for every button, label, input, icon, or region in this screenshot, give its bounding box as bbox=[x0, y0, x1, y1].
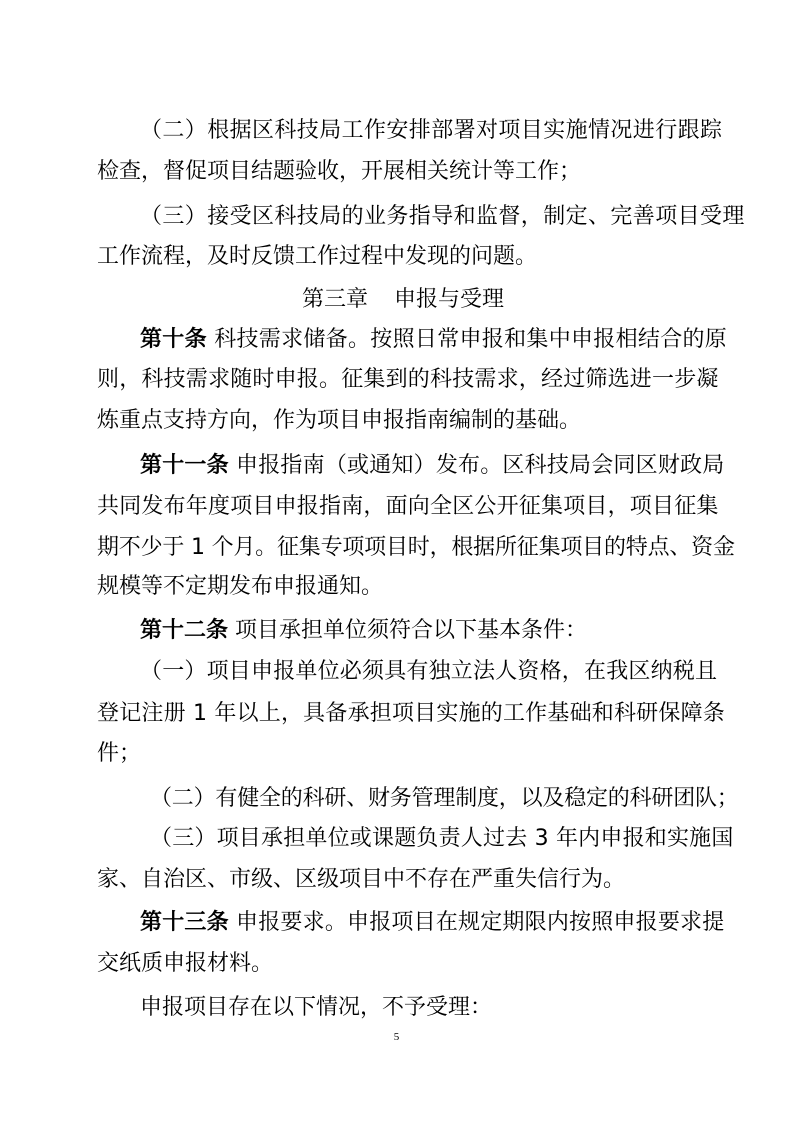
article-text: 申报要求。申报项目在规定期限内按照申报要求提 bbox=[236, 910, 725, 935]
article-label: 第十条 bbox=[140, 327, 207, 352]
article-text: 科技需求储备。按照日常申报和集中申报相结合的原 bbox=[214, 327, 728, 352]
paragraph-line: 期不少于 1 个月。征集专项项目时，根据所征集项目的特点、资金 bbox=[97, 535, 735, 560]
paragraph-line: 工作流程，及时反馈工作过程中发现的问题。 bbox=[97, 244, 538, 269]
paragraph-line: （二）根据区科技局工作安排部署对项目实施情况进行跟踪 bbox=[140, 118, 723, 143]
paragraph-line: （三）项目承担单位或课题负责人过去 3 年内申报和实施国 bbox=[150, 826, 734, 851]
article-12-line bbox=[140, 617, 587, 645]
article-label: 第十三条 bbox=[140, 910, 229, 935]
article-text: 申报指南（或通知）发布。区科技局会同区财政局 bbox=[236, 453, 725, 478]
paragraph-line: 申报项目存在以下情况，不予受理： bbox=[140, 995, 493, 1020]
paragraph-line: 件； bbox=[97, 741, 142, 766]
paragraph-line: 规模等不定期发布申报通知。 bbox=[97, 574, 384, 599]
paragraph-line: （一）项目申报单位必须具有独立法人资格，在我区纳税且 bbox=[140, 659, 718, 684]
article-label: 第十一条 bbox=[140, 453, 229, 478]
chapter-number: 第三章 bbox=[302, 287, 369, 312]
paragraph-line: 登记注册 1 年以上，具备承担项目实施的工作基础和科研保障条 bbox=[97, 701, 725, 726]
paragraph-line: 共同发布年度项目申报指南，面向全区公开征集项目，项目征集 bbox=[97, 494, 719, 519]
paragraph-line: 则，科技需求随时申报。征集到的科技需求，经过筛选进一步凝 bbox=[97, 367, 719, 392]
paragraph-line: （三）接受区科技局的业务指导和监督，制定、完善项目受理 bbox=[140, 204, 745, 229]
article-13-line bbox=[140, 909, 724, 937]
article-11-line bbox=[140, 452, 724, 480]
page-number: 5 bbox=[393, 1031, 400, 1043]
paragraph-line: （二）有健全的科研、财务管理制度，以及稳定的科研团队； bbox=[150, 786, 739, 811]
paragraph-line: 交纸质申报材料。 bbox=[97, 951, 274, 976]
paragraph-line: 检查，督促项目结题验收，开展相关统计等工作； bbox=[97, 159, 582, 184]
article-10-line bbox=[140, 326, 727, 354]
chapter-title: 申报与受理 bbox=[394, 287, 505, 312]
article-text: 项目承担单位须符合以下基本条件： bbox=[235, 618, 588, 643]
paragraph-line: 炼重点支持方向，作为项目申报指南编制的基础。 bbox=[97, 408, 582, 433]
article-label: 第十二条 bbox=[140, 618, 229, 643]
paragraph-line: 家、自治区、市级、区级项目中不存在严重失信行为。 bbox=[97, 867, 626, 892]
chapter-heading bbox=[302, 286, 504, 314]
